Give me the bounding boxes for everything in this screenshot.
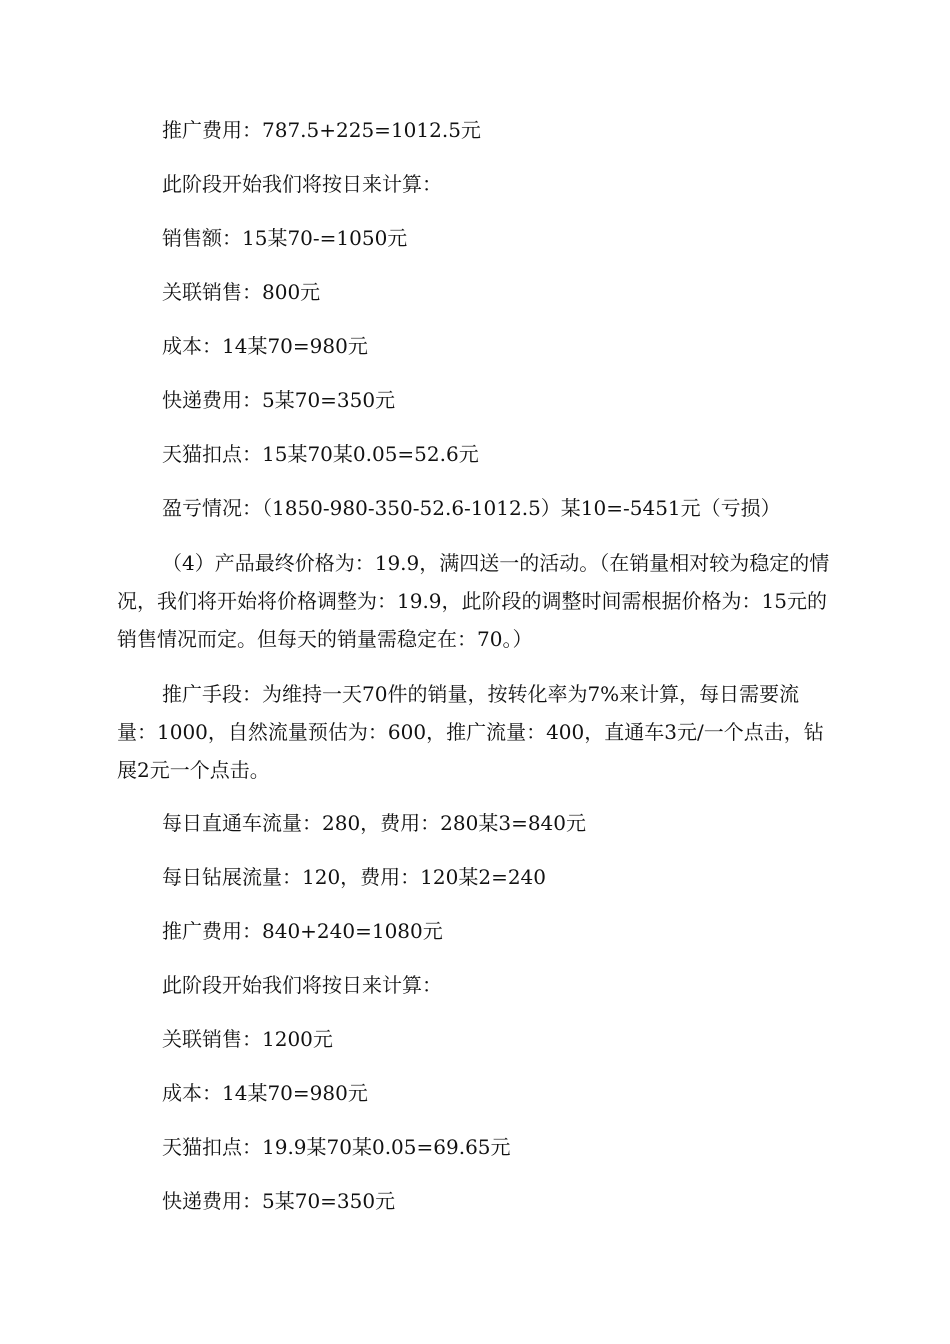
text-line: 此阶段开始我们将按日来计算： (162, 973, 442, 997)
text-line: 推广费用：840+240=1080元 (162, 919, 443, 943)
text-line: 关联销售：800元 (162, 280, 321, 304)
text-line: 关联销售：1200元 (162, 1027, 333, 1051)
text-line: 成本：14某70=980元 (162, 334, 368, 358)
text-line: 天猫扣点：15某70某0.05=52.6元 (162, 442, 479, 466)
text-line: 天猫扣点：19.9某70某0.05=69.65元 (162, 1135, 511, 1159)
text-line: 成本：14某70=980元 (162, 1081, 368, 1105)
text-line: 盈亏情况：（1850-980-350-52.6-1012.5）某10=-5451元（亏损） (162, 496, 781, 520)
text-line: 每日直通车流量：280，费用：280某3=840元 (162, 811, 587, 835)
text-line: 销售额：15某70-=1050元 (162, 226, 408, 250)
text-line: 推广费用：787.5+225=1012.5元 (162, 118, 481, 142)
paragraph-promotion-method: 推广手段：为维持一天70件的销量，按转化率为7%来计算，每日需要流量：1000，自然流量预估为：600，推广流量：400，直通车3元/一个点击，钻展2元一个点击。 (117, 682, 824, 782)
text-line: 每日钻展流量：120，费用：120某2=240 (162, 865, 547, 889)
text-line: 快递费用：5某70=350元 (162, 388, 396, 412)
text-line: 此阶段开始我们将按日来计算： (162, 172, 442, 196)
text-line: 快递费用：5某70=350元 (162, 1189, 396, 1213)
paragraph-price-adjustment: （4）产品最终价格为：19.9，满四送一的活动。（在销量相对较为稳定的情况，我们将开始将价格调整为：19.9，此阶段的调整时间需根据价格为：15元的销售情况而定。但每天的销量需稳定在：70。） (117, 551, 830, 651)
